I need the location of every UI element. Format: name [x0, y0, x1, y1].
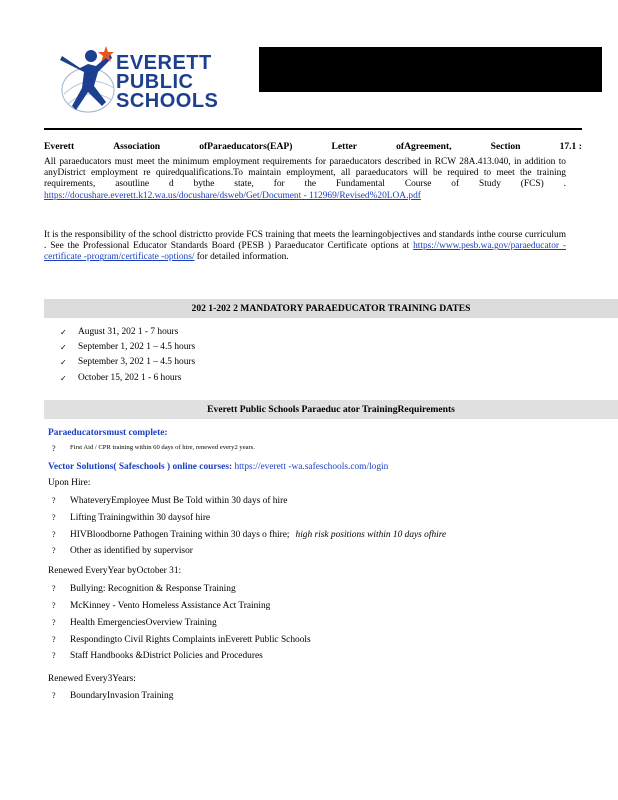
- requirement-text: Bullying: Recognition & Response Training: [70, 584, 236, 594]
- list-item: [52, 691, 173, 701]
- title-part: Section: [490, 141, 521, 152]
- title-part: Association: [113, 141, 161, 152]
- requirement-text: Lifting Trainingwithin 30 daysof hire: [70, 513, 211, 523]
- requirement-text: BoundaryInvasion Training: [70, 691, 174, 701]
- requirements-section-heading: Everett Public Schools Paraeduc ator TrainingRequirements: [44, 400, 618, 419]
- bullet-glyph: ?: [52, 651, 56, 660]
- renewed-yearly-label: Renewed EveryYear byOctober 31:: [48, 566, 182, 576]
- checkmark-icon: ✓: [60, 328, 67, 337]
- renewed-3yr-label: Renewed Every3Years:: [48, 674, 136, 684]
- list-item: [52, 513, 210, 523]
- bullet-glyph: ?: [52, 513, 56, 522]
- agreement-title: [44, 141, 582, 152]
- paragraph-text: It is the responsibility of the school districtto provide FCS training that meets the learningobjectives and standards inthe course curriculum . See the Professional Educator Standards Board (PESB ) Paraeducator Certificate options at: [44, 230, 566, 252]
- logo-word-public: PUBLIC: [116, 71, 194, 93]
- list-item: [52, 601, 270, 611]
- logo-word-everett: EVERETT: [116, 52, 212, 74]
- checkmark-icon: ✓: [60, 358, 67, 368]
- date-text: October 15, 202 1 - 6 hours: [78, 372, 182, 383]
- redacted-block: [259, 47, 602, 92]
- requirement-text: Other as identified by supervisor: [70, 546, 193, 556]
- list-item: [52, 618, 217, 628]
- list-item: [52, 530, 446, 540]
- list-item: [52, 651, 263, 661]
- bullet-glyph: ?: [52, 530, 56, 539]
- vector-solutions-line: [48, 462, 388, 472]
- header-divider: [44, 128, 582, 130]
- requirement-italic-text: high risk positions within 10 days ofhire: [295, 530, 447, 540]
- agreement-paragraph-1: [44, 157, 566, 202]
- bullet-glyph: ?: [52, 691, 56, 700]
- runner-figure-icon: [58, 42, 120, 118]
- title-part: ofAgreement,: [396, 141, 452, 152]
- pesb-certificate-link[interactable]: https://www.pesb.wa.gov/paraeducator -certificate -program/certificate -options/: [44, 241, 567, 263]
- requirement-text: Respondingto Civil Rights Complaints inEverett Public Schools: [70, 635, 311, 645]
- requirement-text: Staff Handbooks &District Policies and Procedures: [70, 651, 263, 661]
- list-item: [52, 546, 193, 556]
- list-item: [60, 340, 195, 355]
- list-item: [60, 325, 195, 340]
- list-item: [60, 371, 195, 386]
- checkmark-icon: ✓: [60, 373, 67, 383]
- list-item: [52, 496, 287, 506]
- bullet-glyph: ?: [52, 635, 56, 644]
- list-item: [52, 584, 236, 594]
- title-part: 17.1 :: [559, 141, 582, 152]
- list-item: [60, 355, 195, 370]
- first-aid-text: First Aid / CPR training within 60 days of hire, renewed every2 years.: [70, 444, 255, 451]
- title-part: ofParaeducators(EAP): [199, 141, 293, 152]
- bullet-glyph: ?: [52, 546, 56, 555]
- date-text: September 3, 202 1 – 4.5 hours: [78, 357, 196, 368]
- date-text: September 1, 202 1 – 4.5 hours: [78, 342, 196, 353]
- requirement-text: Health EmergenciesOverview Training: [70, 618, 217, 628]
- training-dates-list: [60, 325, 195, 386]
- bullet-glyph: ?: [52, 584, 56, 593]
- bullet-glyph: ?: [52, 618, 56, 627]
- checkmark-icon: ✓: [60, 343, 67, 353]
- loa-document-link[interactable]: https://docushare.everett.k12.wa.us/docushare/dsweb/Get/Document - 112969/Revised%20LOA.pdf: [44, 190, 421, 201]
- bullet-glyph: ?: [52, 601, 56, 610]
- requirement-text: HIVBloodborne Pathogen Training within 30 days o fhire;: [70, 530, 290, 540]
- paragraph-text: All paraeducators must meet the minimum employment requirements for paraeducators described in RCW 28A.413.040, in addition to anyDistrict employment re quiredqualifications.To maintain employment, all paraeducators will be required to meet the training requirements, asoutline d bythe state, for the Fundamental Course of Study (FCS) .: [44, 157, 566, 190]
- district-logo: [58, 42, 218, 118]
- first-aid-item: [52, 444, 255, 453]
- agreement-paragraph-2: [44, 230, 566, 264]
- dates-section-heading: 202 1-202 2 MANDATORY PARAEDUCATOR TRAINING DATES: [44, 299, 618, 318]
- must-complete-label: Paraeducatorsmust complete:: [48, 428, 168, 438]
- vector-solutions-label: Vector Solutions( Safeschools ) online courses:: [48, 462, 233, 472]
- safeschools-login-link[interactable]: https://everett -wa.safeschools.com/login: [234, 462, 389, 472]
- paragraph-tail: for detailed information.: [196, 252, 289, 263]
- upon-hire-label: Upon Hire:: [48, 478, 91, 488]
- title-part: Letter: [331, 141, 358, 152]
- logo-word-schools: SCHOOLS: [116, 90, 219, 112]
- bullet-glyph: ?: [52, 496, 56, 505]
- date-text: August 31, 202 1 - 7 hours: [78, 327, 179, 337]
- list-item: [52, 635, 311, 645]
- requirement-text: McKinney - Vento Homeless Assistance Act Training: [70, 601, 271, 611]
- requirement-text: WhateveryEmployee Must Be Told within 30 days of hire: [70, 496, 288, 506]
- title-part: Everett: [44, 141, 75, 152]
- bullet-glyph: ?: [52, 444, 56, 453]
